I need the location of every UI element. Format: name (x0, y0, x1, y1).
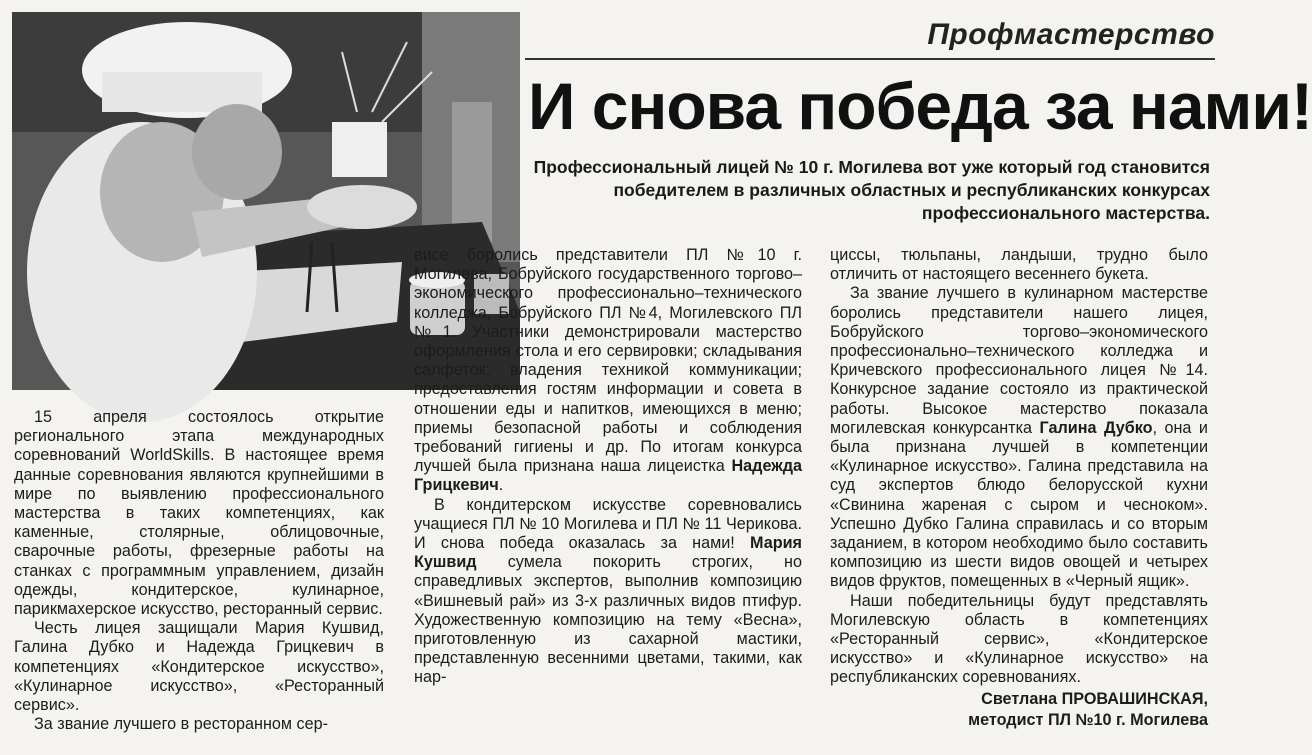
paragraph (414, 246, 802, 496)
paragraph-text: сумела покорить строгих, но справедливых экспертов, выполнив композицию «Вишневый рай» из 3-х различных видов птифур. Художественную композицию на тему «Весна», приготовленную из сахарной мастики, представленную весенними цветами, такими, как нар- (414, 553, 802, 687)
article-lead: Профессиональный лицей № 10 г. Могилева вот уже который год становится победителем в различных областных и республиканских конкурсах профессионального мастерства. (533, 157, 1210, 223)
text-column-3 (830, 246, 1208, 751)
paragraph-text: висе боролись представители ПЛ №10 г. Могилева, Бобруйского государственного торгово–экономического профессионально–технического колледжа, Бобруйского ПЛ №4, Могилевского ПЛ №1. Участники демонстрировали мастерство оформления стола и его сервировки; складывания салфеток; владения техникой коммуникации; предоставления гостям информации и совета в отношении еды и напитков, имеющихся в меню; приемы безопасной работы и соблюдения требований гигиены и др. По итогам конкурса лучшей была признана наша лицеистка (414, 246, 802, 476)
paragraph-text: В кондитерском искусстве соревновались учащиеся ПЛ № 10 Могилева и ПЛ № 11 Черикова. И снова победа оказалась за нами! (414, 495, 802, 553)
paragraph-text: , она и была признана лучшей в компетенции «Кулинарное искусство». Галина представила на суд экспертов блюдо белорусской кухни «Свинина жареная с сыром и чесноком». Успешно Дубко Галина справилась и со вторым заданием, в котором необходимо было составить композицию из шести видов овощей и четырех видов фруктов, помещенных в «Черный ящик». (830, 418, 1208, 591)
paragraph: циссы, тюльпаны, ландыши, трудно было отличить от настоящего весеннего букета. (830, 246, 1208, 284)
article-headline: И снова победа за нами! (528, 69, 1312, 143)
paragraph (414, 496, 802, 688)
author-name: Светлана ПРОВАШИНСКАЯ, (981, 689, 1208, 708)
paragraph-text: . (498, 476, 504, 495)
paragraph: За звание лучшего в ресторанном сер- (34, 715, 329, 734)
paragraph: Честь лицея защищали Мария Кушвид, Галина Дубко и Надежда Грицкевич в компетенциях «Кондитерское искусство», «Кулинарное искусство», «Ресторанный сервис». (14, 619, 384, 715)
section-rubric: Профмастерство (927, 18, 1215, 51)
rubric-divider (525, 58, 1215, 60)
paragraph-text: За звание лучшего в кулинарном мастерстве боролись представители нашего лицея, Бобруйского торгово–экономического профессионально–технического колледжа и Кричевского профессионального лицея №14. Конкурсное задание состояло из практической работы. Высокое мастерство показала могилевская конкурсантка (830, 284, 1208, 437)
author-title: методист ПЛ №10 г. Могилева (968, 710, 1208, 729)
paragraph (830, 284, 1208, 591)
text-column-1 (14, 408, 384, 748)
person-name: Галина Дубко (1039, 418, 1153, 437)
paragraph: 15 апреля состоялось открытие регионального этапа международных соревнований WorldSkills. В настоящее время данные соревнования являются крупнейшими в мире по выявлению профессионального мастерства в таких компетенциях, как каменные, столярные, облицовочные, сварочные работы, фрезерные работы на станках с программным управлением, дизайн одежды, кондитерское, кулинарное, парикмахерское искусство, ресторанный сервис. (14, 408, 384, 619)
person-name: Надежда Грицкевич (414, 457, 802, 495)
person-name: Мария Кушвид (414, 534, 802, 572)
text-column-2 (414, 246, 802, 751)
paragraph: Наши победительницы будут представлять Могилевскую область в компетенциях «Ресторанный сервис», «Кондитерское искусство» и «Кулинарное искусство» на республиканских соревнованиях. (830, 591, 1208, 687)
